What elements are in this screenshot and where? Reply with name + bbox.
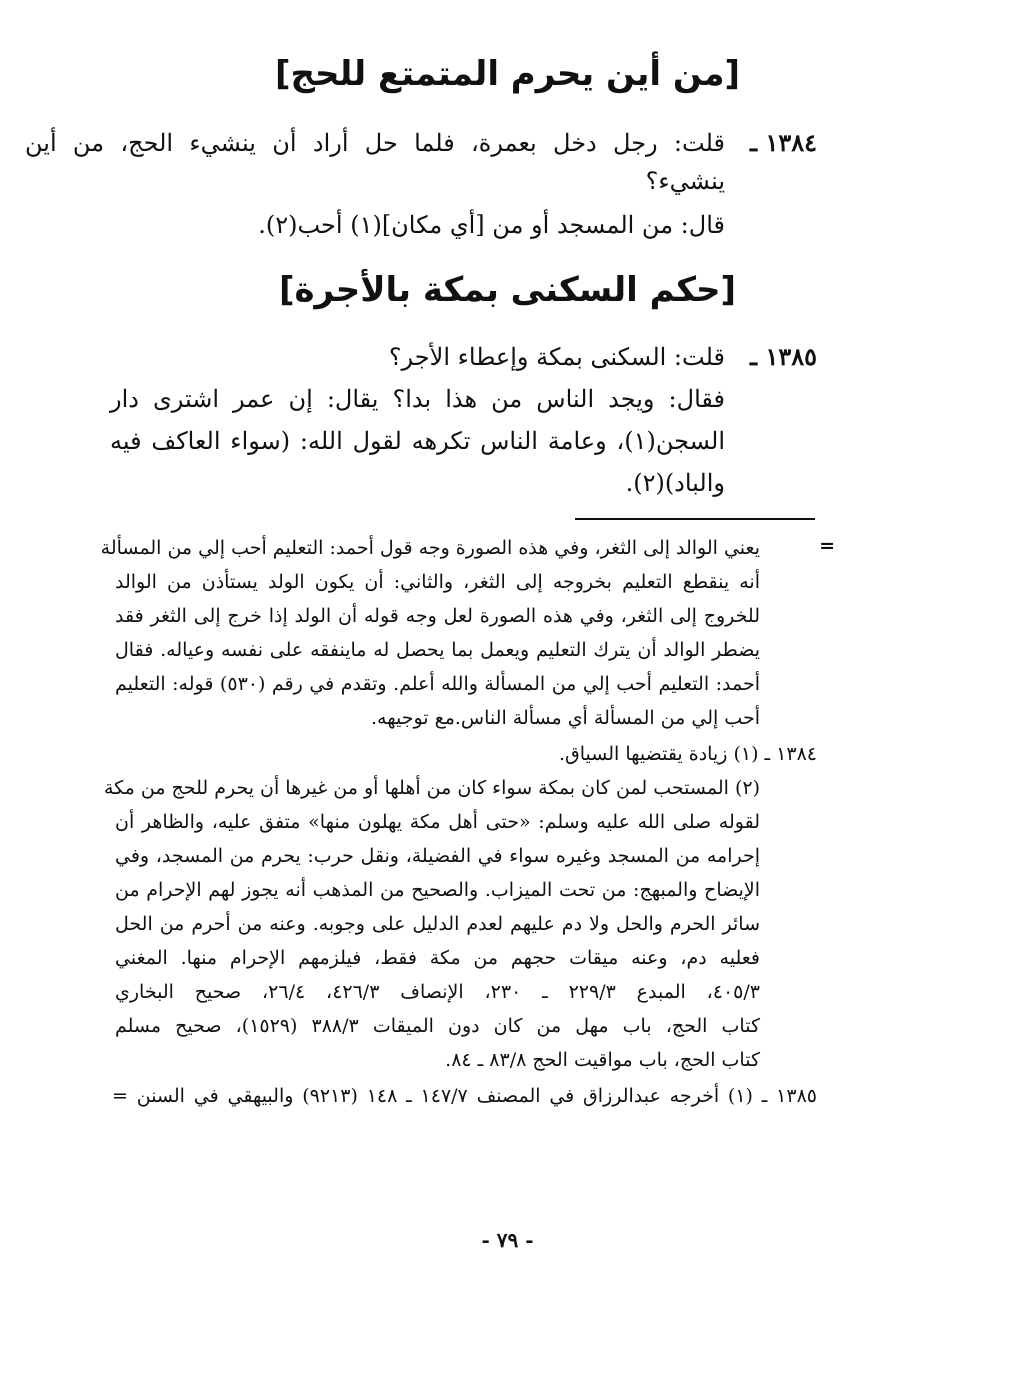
section-heading-1: [من أين يحرم المتمتع للحج] [274, 54, 741, 94]
question-1385-line-1: قلت: السكنى بمكة وإعطاء الأجر؟ [388, 343, 725, 371]
footnote-1384-1: ١٣٨٤ ـ (١) زيادة يقتضيها السياق. [558, 743, 817, 765]
footnote-1384-2-line: سائر الحرم والحل ولا دم عليهم لعدم الدليل على وجوبه. وعنه من أحرم من الحل [115, 913, 760, 935]
footnote-1384-2-line: كتاب الحج، باب مهل من كان دون الميقات ٣٨٨/٣ (١٥٢٩)، صحيح مسلم [115, 1015, 760, 1037]
footnote-1384-2-line: إحرامه من المسجد وغيره سواء في الفضيلة، ونقل حرب: يحرم من المسجد، وفي [115, 845, 760, 867]
footnote-cont-line: يضطر الوالد أن يترك التعليم ويعمل بما يحصل له ماينفقه على نفسه وعياله. فقال [115, 639, 760, 661]
footnote-1384-2-line: ٤٠٥/٣، المبدع ٢٢٩/٣ ـ ٢٣٠، الإنصاف ٤٢٦/٣، ٢٦/٤، صحيح البخاري [115, 981, 760, 1003]
footnote-1385-1: ١٣٨٥ ـ (١) أخرجه عبدالرزاق في المصنف ١٤٧/٧ ـ ١٤٨ (٩٢١٣) والبيهقي في السنن = [112, 1085, 817, 1107]
footnote-1384-2-line: لقوله صلى الله عليه وسلم: «حتى أهل مكة يهلون منها» متفق عليه، والظاهر أن [115, 811, 760, 833]
footnote-cont-line: أحب إلي من المسألة أي مسألة الناس.مع توجيهه. [371, 707, 760, 729]
question-1384-line-1: قلت: رجل دخل بعمرة، فلما حل أراد أن ينشيء الحج، من أين [25, 129, 725, 157]
answer-1385-line-1: فقال: ويجد الناس من هذا بدا؟ يقال: إن عمر اشترى دار [110, 385, 725, 413]
section-heading-2: [حكم السكنى بمكة بالأجرة] [278, 270, 737, 310]
footnote-1384-2-line: الإيضاح والمبهج: من تحت الميزاب. والصحيح من المذهب أنه يجوز لهم الإحرام من [115, 879, 760, 901]
footnote-separator [575, 518, 815, 520]
footnote-cont-line: يعني الوالد إلى الثغر، وفي هذه الصورة وجه قول أحمد: التعليم أحب إلي من المسألة [100, 537, 760, 559]
answer-1385-line-2: السجن(١)، وعامة الناس تكرهه لقول الله: (سواء العاكف فيه [110, 427, 725, 455]
footnote-cont-line: أحمد: التعليم أحب إلي من المسألة والله أعلم. وتقدم في رقم (٥٣٠) قوله: التعليم [115, 673, 760, 695]
question-1384-line-2: ينشيء؟ [645, 167, 725, 195]
question-number-1384: ١٣٨٤ ـ [750, 128, 817, 157]
footnote-1384-2-line: كتاب الحج، باب مواقيت الحج ٨٣/٨ ـ ٨٤. [445, 1049, 760, 1071]
footnote-1384-2-line: فعليه دم، وعنه ميقات حجهم من مكة فقط، فيلزمهم الإحرام منها. المغني [115, 947, 760, 969]
page-number: - ٧٩ - [481, 1228, 534, 1252]
footnote-cont-line: للخروج إلى الثغر، وفي هذه الصورة لعل وجه قوله أن الولد إذا خرج إلى الثغر فقد [115, 605, 760, 627]
answer-1385-line-3: والباد)(٢). [625, 469, 725, 497]
answer-1384: قال: من المسجد أو من [أي مكان](١) أحب(٢). [258, 211, 725, 239]
footnote-1384-2-line: (٢) المستحب لمن كان بمكة سواء كان من أهلها أو من غيرها أن يحرم للحج من مكة [103, 777, 760, 799]
footnote-continuation-mark: = [819, 535, 835, 557]
footnote-cont-line: أنه ينقطع التعليم بخروجه إلى الثغر، والثاني: أن يكون الولد يستأذن من الوالد [115, 571, 760, 593]
question-number-1385: ١٣٨٥ ـ [750, 342, 817, 371]
